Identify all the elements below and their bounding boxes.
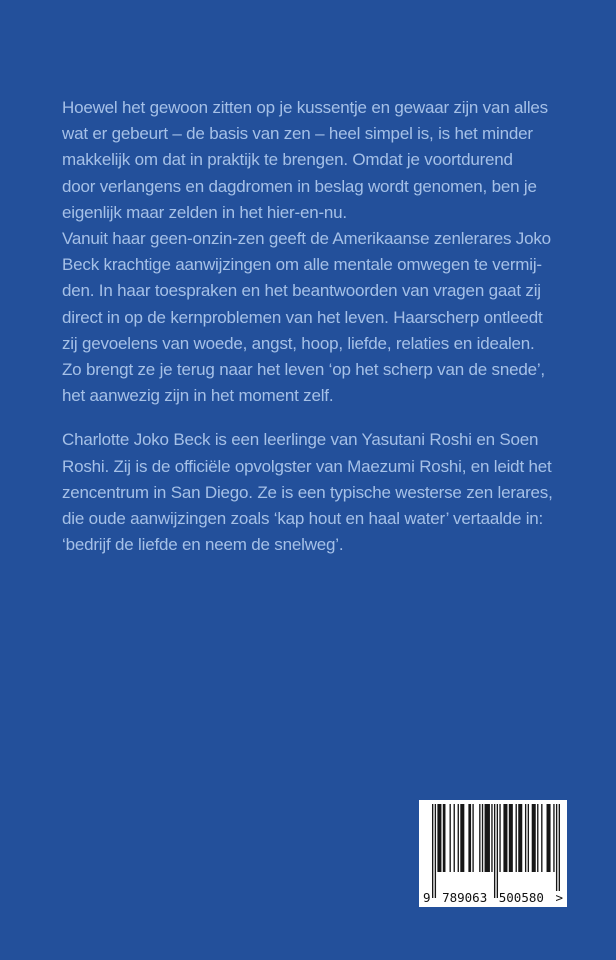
barcode-digits <box>422 891 564 905</box>
text-line: direct in op de kernproblemen van het leven. Haarscherp ontleedt <box>62 307 543 327</box>
text-line: den. In haar toespraken en het beantwoorden van vragen gaat zij <box>62 281 541 301</box>
text-line: Hoewel het gewoon zitten op je kussentje en gewaar zijn van alles <box>62 98 548 117</box>
text-line: Vanuit haar geen-onzin-zen geeft de Amerikaanse zenlerares Joko <box>62 229 551 249</box>
text-line: het aanwezig zijn in het moment zelf. <box>62 386 334 406</box>
blurb-text <box>62 95 562 558</box>
text-line: ‘bedrijf de liefde en neem de snelweg’. <box>62 535 344 555</box>
text-line: Roshi. Zij is de officiële opvolgster van Maezumi Roshi, en leidt het <box>62 456 552 476</box>
text-line: Charlotte Joko Beck is een leerlinge van Yasutani Roshi en Soen <box>62 430 539 450</box>
paragraph <box>62 226 562 409</box>
text-line: zij gevoelens van woede, angst, hoop, liefde, relaties en idealen. <box>62 333 535 353</box>
barcode <box>419 800 567 907</box>
text-line: die oude aanwijzingen zoals ‘kap hout en haal water’ vertaalde in: <box>62 509 544 529</box>
text-line: eigenlijk maar zelden in het hier-en-nu. <box>62 202 347 222</box>
text-line: zencentrum in San Diego. Ze is een typische westerse zen lerares, <box>62 482 553 502</box>
text-line: Zo brengt ze je terug naar het leven ‘op het scherp van de snede’, <box>62 360 545 380</box>
text-line: wat er gebeurt – de basis van zen – heel simpel is, is het minder <box>62 124 533 144</box>
paragraph <box>62 95 562 226</box>
text-line: door verlangens en dagdromen in beslag wordt genomen, ben je <box>62 176 537 196</box>
barcode-digit-group-2: 500580 <box>498 890 544 906</box>
paragraph <box>62 427 562 558</box>
text-line: Beck krachtige aanwijzingen om alle mentale omwegen te vermij- <box>62 255 542 275</box>
text-line: makkelijk om dat in praktijk te brengen. Omdat je voortdurend <box>62 150 513 170</box>
barcode-digit-group-1: 789063 <box>442 890 488 906</box>
barcode-lead-digit: 9 <box>423 890 431 906</box>
barcode-bars <box>432 804 560 898</box>
barcode-trailing-mark: > <box>555 890 563 906</box>
